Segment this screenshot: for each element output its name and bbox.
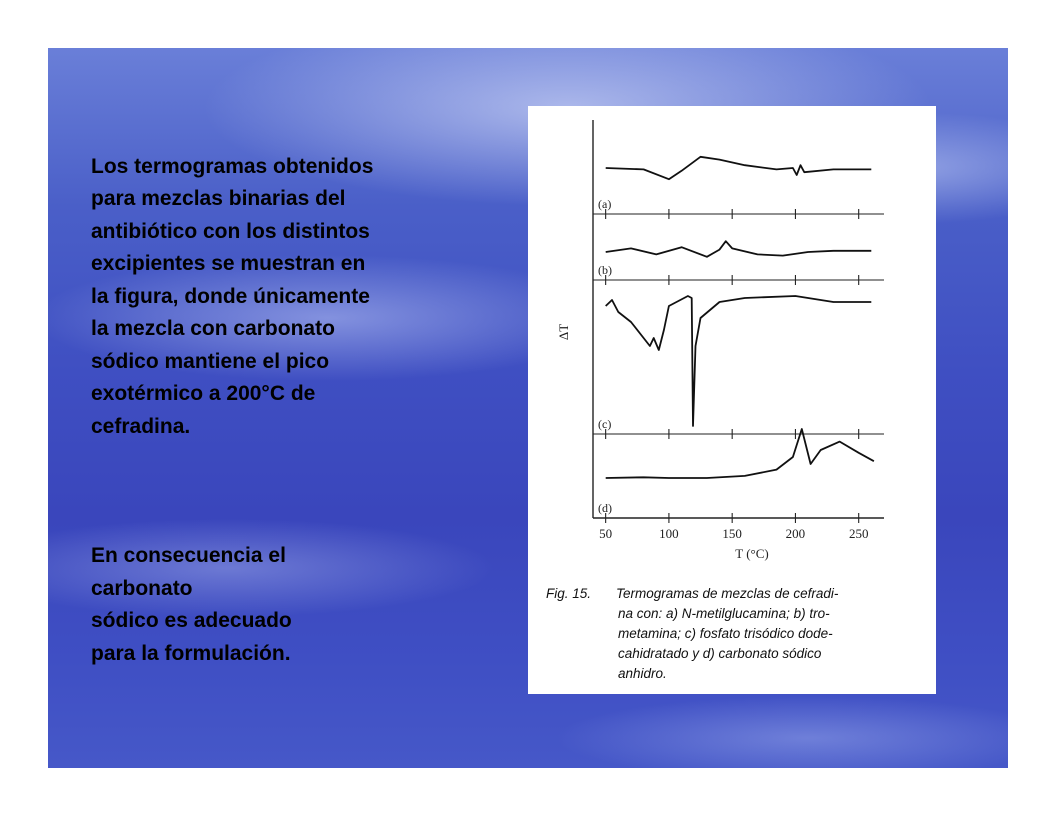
curve-label-b: (b) (598, 263, 612, 277)
caption-line-2: na con: a) N-metilglucamina; b) tro- (618, 606, 830, 621)
paragraph-gap (91, 476, 471, 508)
curve-labels (598, 197, 612, 515)
x-tick-label-200: 200 (785, 526, 806, 541)
curves (606, 157, 874, 478)
slide (48, 48, 1008, 768)
plot-frame (593, 120, 884, 518)
slide-text (91, 118, 471, 703)
paragraph-thermograms: Los termogramas obtenidos para mezclas binarias del antibiótico con los distintos excipientes se muestran en la figura, donde únicamente la mezcla con carbonato sódico mantiene el pico exotérmico a 200°C de cefradina. (91, 154, 374, 438)
curve-b (606, 241, 872, 257)
curve-a (606, 157, 872, 179)
curve-d (606, 429, 874, 478)
y-axis-label: ΔT (556, 323, 571, 341)
caption-number: Fig. 15. (546, 586, 592, 601)
x-tick-labels (599, 526, 868, 541)
figure-caption (546, 584, 931, 684)
curve-c (606, 296, 872, 426)
curve-label-a: (a) (598, 197, 612, 211)
x-tick-label-150: 150 (722, 526, 742, 541)
x-tick-label-250: 250 (848, 526, 869, 541)
x-tick-label-100: 100 (659, 526, 679, 541)
thermogram-figure (528, 106, 936, 694)
x-axis-label: T (°C) (735, 546, 769, 561)
caption-line-5: anhidro. (618, 666, 667, 681)
caption-line-4: cahidratado y d) carbonato sódico (618, 646, 822, 661)
caption-line-3: metamina; c) fosfato trisódico dode- (618, 626, 833, 641)
x-tick-label-50: 50 (599, 526, 613, 541)
paragraph-conclusion: En consecuencia el carbonato sódico es adecuado para la formulación. (91, 544, 292, 665)
curve-label-c: (c) (598, 417, 612, 431)
curve-label-d: (d) (598, 501, 612, 515)
caption-line-1: Termogramas de mezclas de cefradi- (616, 586, 839, 601)
